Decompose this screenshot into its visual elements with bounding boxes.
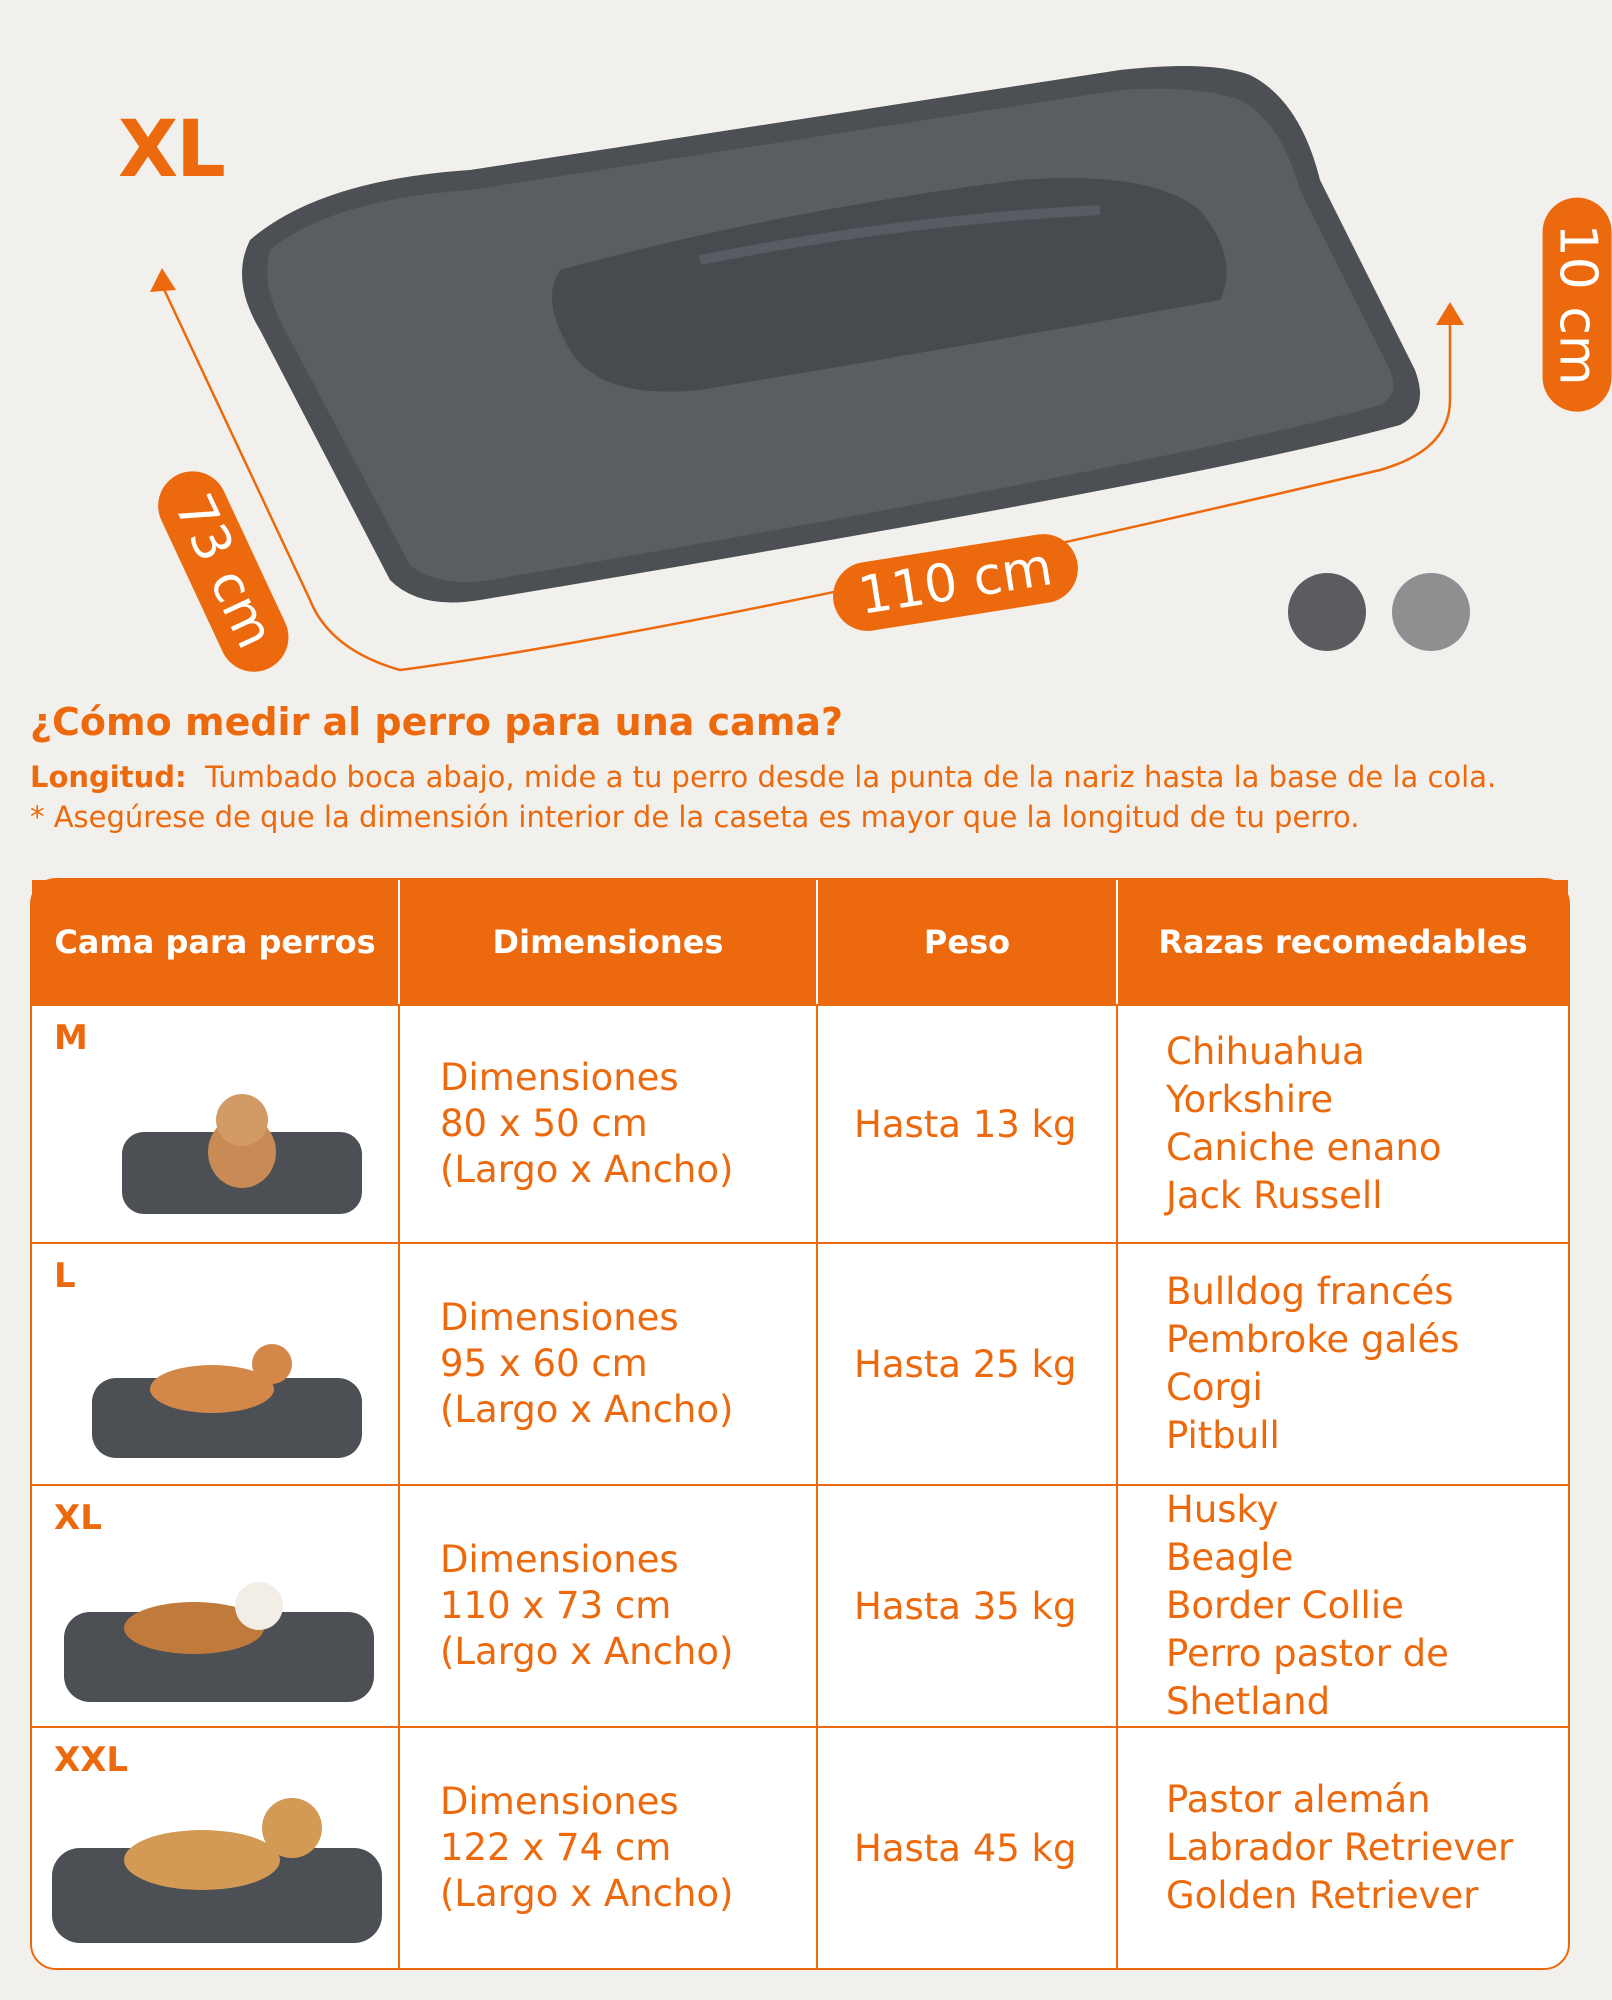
breeds-cell — [1118, 1006, 1568, 1242]
size-label: L — [54, 1256, 76, 1296]
breed-item: Pastor alemán — [1166, 1778, 1431, 1821]
bed-m-image — [112, 1092, 372, 1222]
dims-value: 110 x 73 cm — [440, 1584, 672, 1627]
table-row — [32, 1484, 1568, 1726]
size-note: * Asegúrese de que la dimensión interior de la caseta es mayor que la longitud de tu perro. — [30, 800, 1360, 834]
dimensions-cell — [400, 1486, 818, 1726]
weight-value: Hasta 45 kg — [854, 1826, 1077, 1870]
size-tag: XL — [118, 105, 224, 195]
length-text: Tumbado boca abajo, mide a tu perro desde la punta de la nariz hasta la base de la cola. — [205, 760, 1497, 794]
dims-value: 122 x 74 cm — [440, 1826, 672, 1869]
breed-item: Labrador Retriever — [1166, 1826, 1514, 1869]
breed-item: Golden Retriever — [1166, 1874, 1479, 1917]
bed-xxl-image — [42, 1788, 382, 1948]
breed-item: Beagle — [1166, 1536, 1294, 1579]
length-label: Longitud: — [30, 760, 187, 794]
breed-item: Pitbull — [1166, 1414, 1280, 1457]
breeds-cell — [1118, 1728, 1568, 1968]
measure-guide-title: ¿Cómo medir al perro para una cama? — [30, 700, 844, 744]
size-label: XXL — [54, 1740, 129, 1780]
width-label: 110 cm — [828, 529, 1083, 636]
breed-item: Jack Russell — [1166, 1174, 1383, 1217]
size-table — [30, 878, 1570, 1970]
color-swatch-light-gray[interactable] — [1392, 573, 1470, 651]
bed-cell — [32, 1728, 400, 1968]
bed-l-image — [72, 1334, 372, 1464]
breed-item: Caniche enano — [1166, 1126, 1442, 1169]
bed-cell — [32, 1244, 400, 1484]
table-row — [32, 1726, 1568, 1968]
weight-cell — [818, 1728, 1118, 1968]
depth-label: 73 cm — [147, 460, 300, 683]
length-instruction — [30, 760, 1570, 794]
breed-item: Chihuahua — [1166, 1030, 1365, 1073]
size-label: XL — [54, 1498, 102, 1538]
breeds-cell — [1118, 1244, 1568, 1484]
weight-value: Hasta 25 kg — [854, 1342, 1077, 1386]
weight-cell — [818, 1006, 1118, 1242]
size-label: M — [54, 1018, 88, 1058]
dimensions-cell — [400, 1006, 818, 1242]
breed-item: Shetland — [1166, 1680, 1331, 1723]
weight-cell — [818, 1244, 1118, 1484]
dims-value: 95 x 60 cm — [440, 1342, 648, 1385]
weight-value: Hasta 13 kg — [854, 1102, 1077, 1146]
breed-item: Corgi — [1166, 1366, 1263, 1409]
column-header-dimensions: Dimensiones — [400, 880, 818, 1004]
dims-note: (Largo x Ancho) — [440, 1872, 734, 1915]
breed-item: Border Collie — [1166, 1584, 1404, 1627]
breed-item: Yorkshire — [1166, 1078, 1334, 1121]
table-row — [32, 1242, 1568, 1484]
dims-title: Dimensiones — [440, 1780, 679, 1823]
height-label: 10 cm — [1542, 198, 1611, 412]
dims-value: 80 x 50 cm — [440, 1102, 648, 1145]
dims-title: Dimensiones — [440, 1538, 679, 1581]
breed-item: Pembroke galés — [1166, 1318, 1460, 1361]
dimensions-cell — [400, 1728, 818, 1968]
breeds-cell — [1118, 1486, 1568, 1726]
breed-item: Husky — [1166, 1488, 1279, 1531]
dimensions-cell — [400, 1244, 818, 1484]
dims-note: (Largo x Ancho) — [440, 1630, 734, 1673]
dims-note: (Largo x Ancho) — [440, 1148, 734, 1191]
weight-cell — [818, 1486, 1118, 1726]
column-header-weight: Peso — [818, 880, 1118, 1004]
color-swatch-dark-gray[interactable] — [1288, 573, 1366, 651]
dims-title: Dimensiones — [440, 1056, 679, 1099]
table-row — [32, 1004, 1568, 1242]
weight-value: Hasta 35 kg — [854, 1584, 1077, 1628]
bed-cell — [32, 1486, 400, 1726]
hero-section — [0, 0, 1608, 690]
breed-item: Perro pastor de — [1166, 1632, 1449, 1675]
column-header-breeds: Razas recomedables — [1158, 923, 1528, 961]
table-header — [32, 880, 1568, 1004]
bed-cell — [32, 1006, 400, 1242]
column-header-bed: Cama para perros — [32, 880, 400, 1004]
dims-note: (Largo x Ancho) — [440, 1388, 734, 1431]
breed-item: Bulldog francés — [1166, 1270, 1454, 1313]
measure-guide — [30, 700, 1570, 840]
dims-title: Dimensiones — [440, 1296, 679, 1339]
bed-xl-image — [54, 1566, 374, 1706]
